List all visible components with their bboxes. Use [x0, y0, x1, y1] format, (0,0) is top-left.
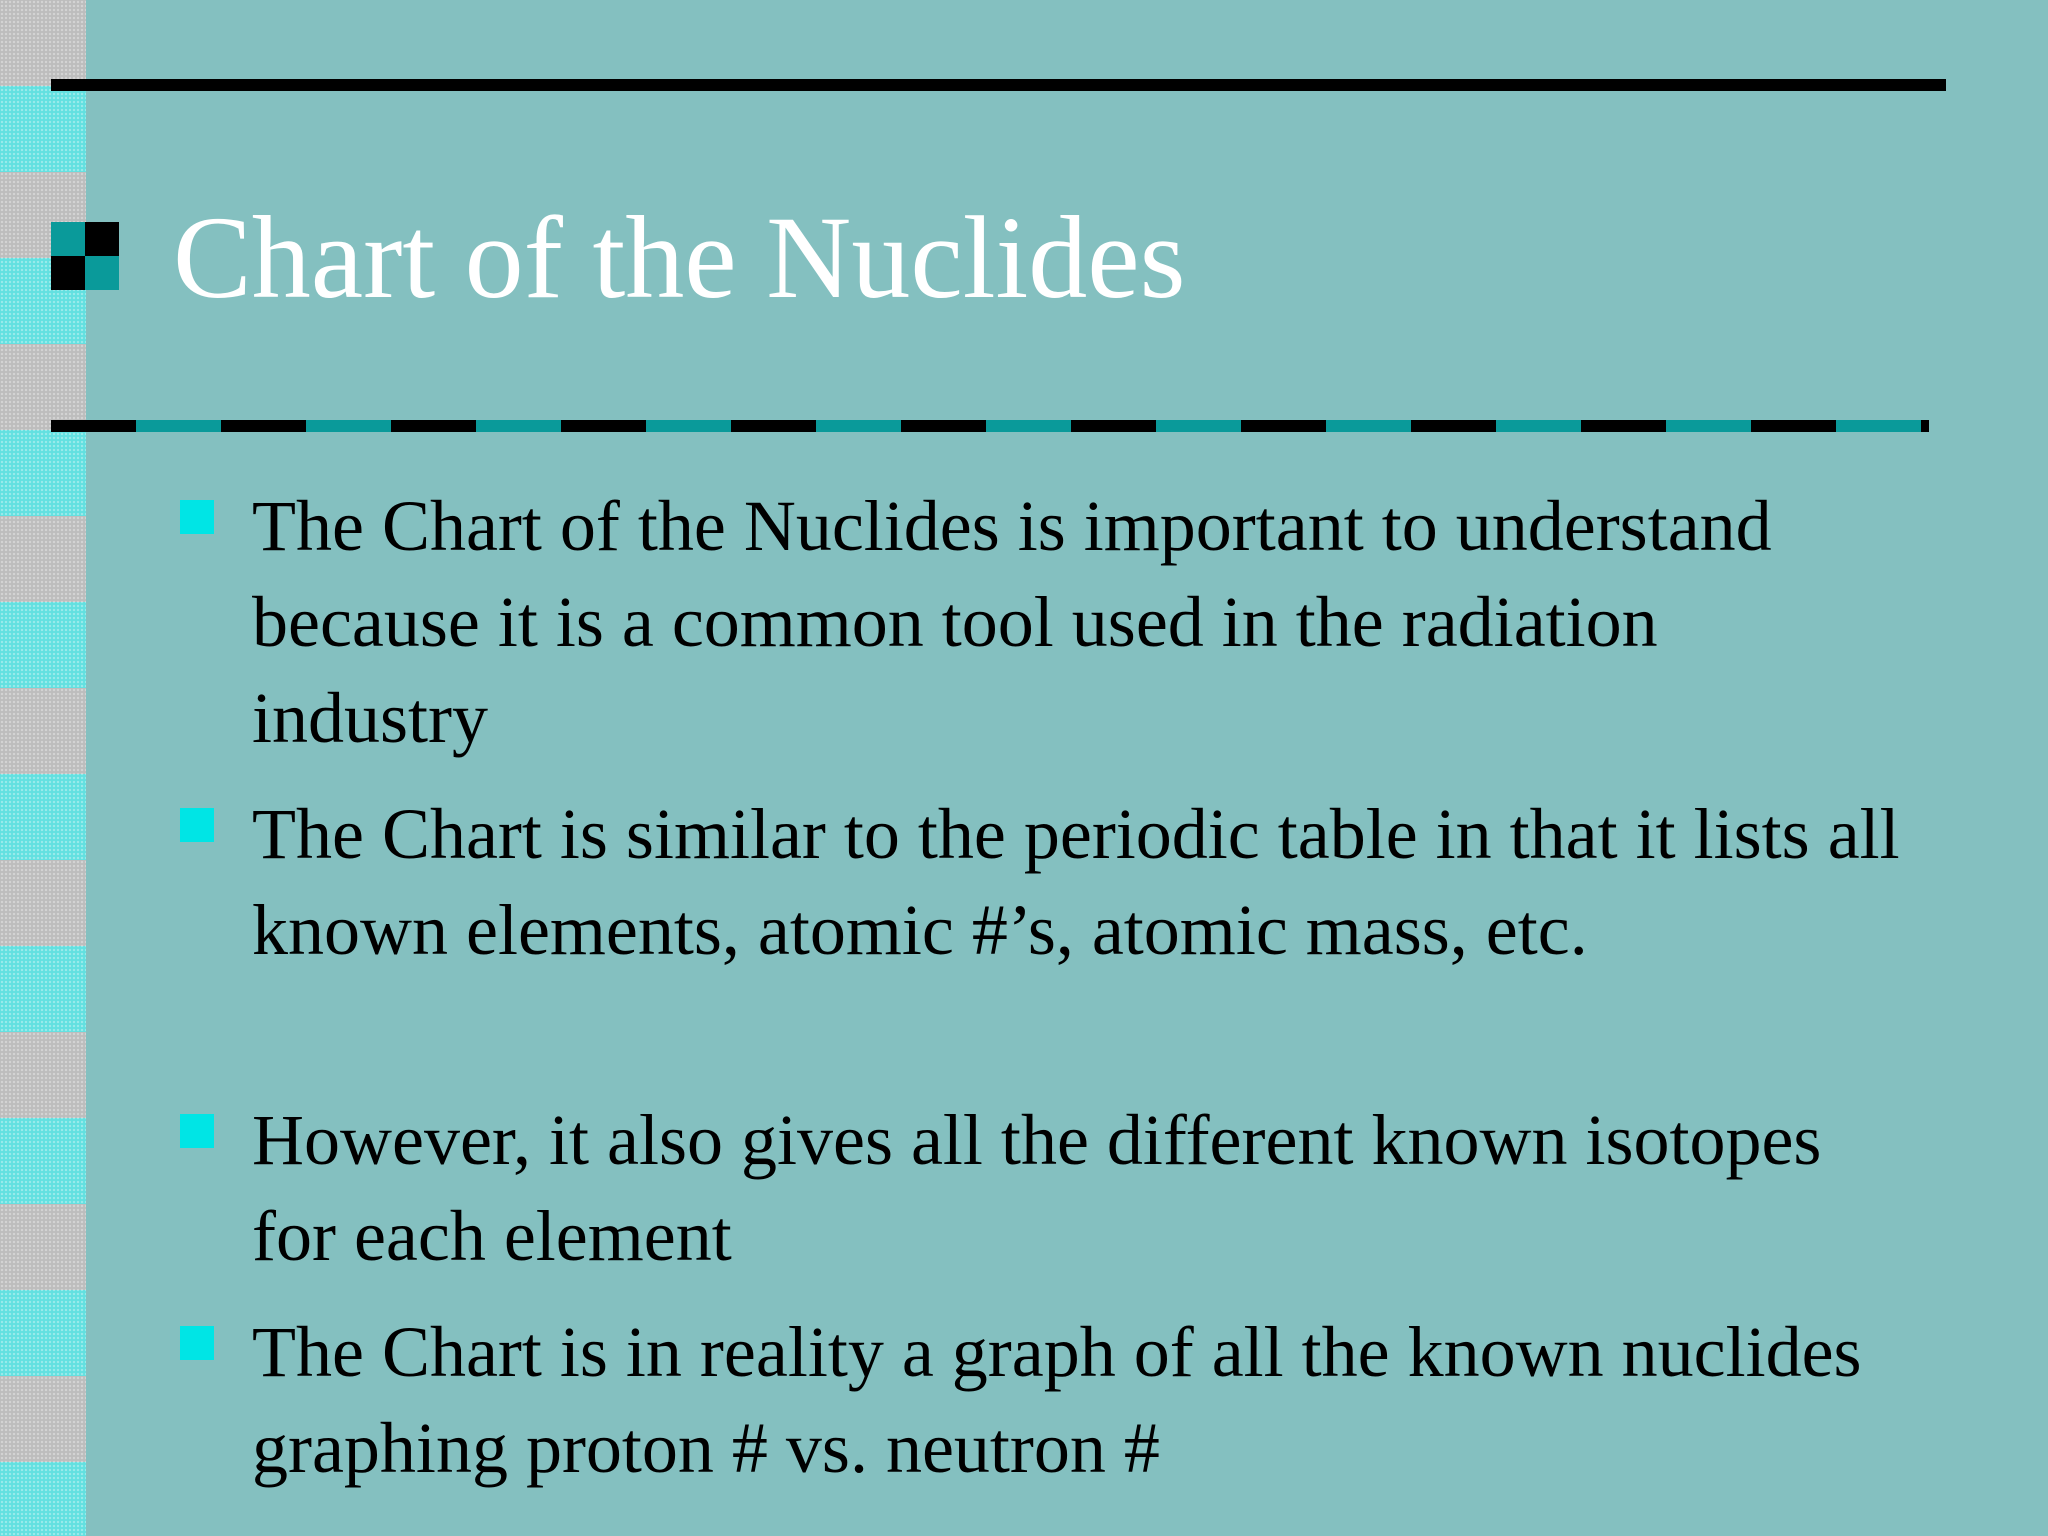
title-divider-dashed-rule: [51, 420, 1929, 432]
slide-title: Chart of the Nuclides: [173, 192, 1186, 323]
square-bullet-icon: [180, 1114, 214, 1148]
bullet-text: The Chart of the Nuclides is important to understand because it is a common tool used in the radiation industry: [252, 486, 1772, 758]
checkered-square-icon: [51, 222, 119, 290]
square-bullet-icon: [180, 1326, 214, 1360]
bullet-text: The Chart is in reality a graph of all the known nuclides graphing proton # vs. neutron #: [252, 1312, 1862, 1488]
bullet-text: However, it also gives all the different known isotopes for each element: [252, 1100, 1822, 1276]
square-bullet-icon: [180, 500, 214, 534]
bullet-text: The Chart is similar to the periodic table in that it lists all known elements, atomic #’s, atomic mass, etc.: [252, 794, 1900, 970]
square-bullet-icon: [180, 808, 214, 842]
top-rule: [51, 79, 1946, 91]
